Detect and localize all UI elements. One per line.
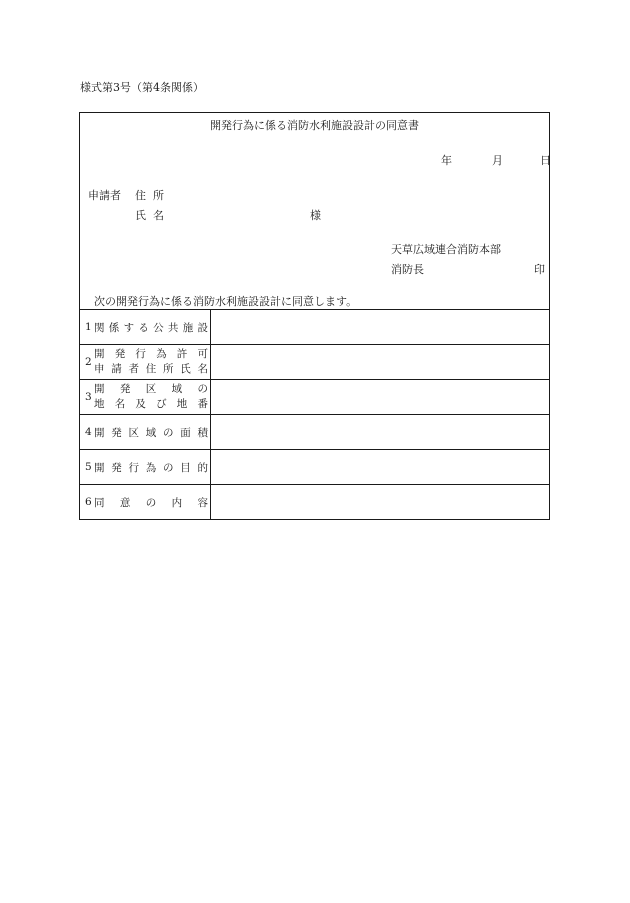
table-row: [80, 310, 550, 345]
date-row: [80, 152, 549, 168]
row-value-cell[interactable]: [211, 450, 550, 485]
row-label-line: 開 発 行 為 許 可: [94, 348, 208, 360]
table-row: [80, 345, 550, 380]
row-value-cell[interactable]: [211, 380, 550, 415]
row-number: 3: [85, 391, 92, 403]
row-label-cell: [80, 310, 211, 345]
date-month-label: 月: [492, 154, 503, 167]
date-day-label: 日: [540, 154, 551, 167]
consent-statement: 次の開発行為に係る消防水利施設設計に同意します。: [94, 295, 358, 308]
table-row: [80, 415, 550, 450]
name-label: 氏名: [135, 209, 171, 222]
consent-form-frame: [79, 112, 550, 520]
row-label-line: 開 発 区 域 の: [94, 383, 208, 395]
row-label-line: 地 名 及 び 地 番: [94, 398, 208, 410]
form-number: 様式第3号（第4条関係）: [80, 81, 204, 94]
row-label-cell: [80, 345, 211, 380]
row-number: 1: [85, 321, 92, 333]
issuer-title: 消防長: [391, 263, 424, 276]
row-number: 6: [85, 496, 92, 508]
seal-mark: 印: [534, 263, 545, 276]
row-value-cell[interactable]: [211, 485, 550, 520]
row-label-line: 申 請 者 住 所 氏 名: [94, 363, 208, 375]
table-row: [80, 485, 550, 520]
row-number: 5: [85, 461, 92, 473]
consent-details-table: [79, 309, 550, 520]
row-value-cell[interactable]: [211, 415, 550, 450]
table-row: [80, 380, 550, 415]
date-year-label: 年: [441, 154, 452, 167]
row-value-cell[interactable]: [211, 345, 550, 380]
row-number: 2: [85, 356, 92, 368]
row-label-cell: [80, 485, 211, 520]
honorific-label: 様: [310, 209, 321, 222]
row-label-text: 関 係 す る 公 共 施 設: [94, 321, 208, 334]
row-label-text: 開 発 行 為 の 目 的: [94, 461, 208, 474]
issuer-organization: 天草広域連合消防本部: [391, 243, 501, 256]
row-label-text: 同 意 の 内 容: [94, 496, 208, 509]
table-row: [80, 450, 550, 485]
row-label-cell: [80, 450, 211, 485]
row-label-cell: [80, 415, 211, 450]
address-label: 住所: [135, 189, 171, 202]
applicant-label: 申請者: [88, 189, 121, 202]
row-number: 4: [85, 426, 92, 438]
document-title: 開発行為に係る消防水利施設設計の同意書: [210, 119, 419, 132]
row-value-cell[interactable]: [211, 310, 550, 345]
row-label-cell: [80, 380, 211, 415]
row-label-text: 開 発 区 域 の 面 積: [94, 426, 208, 439]
